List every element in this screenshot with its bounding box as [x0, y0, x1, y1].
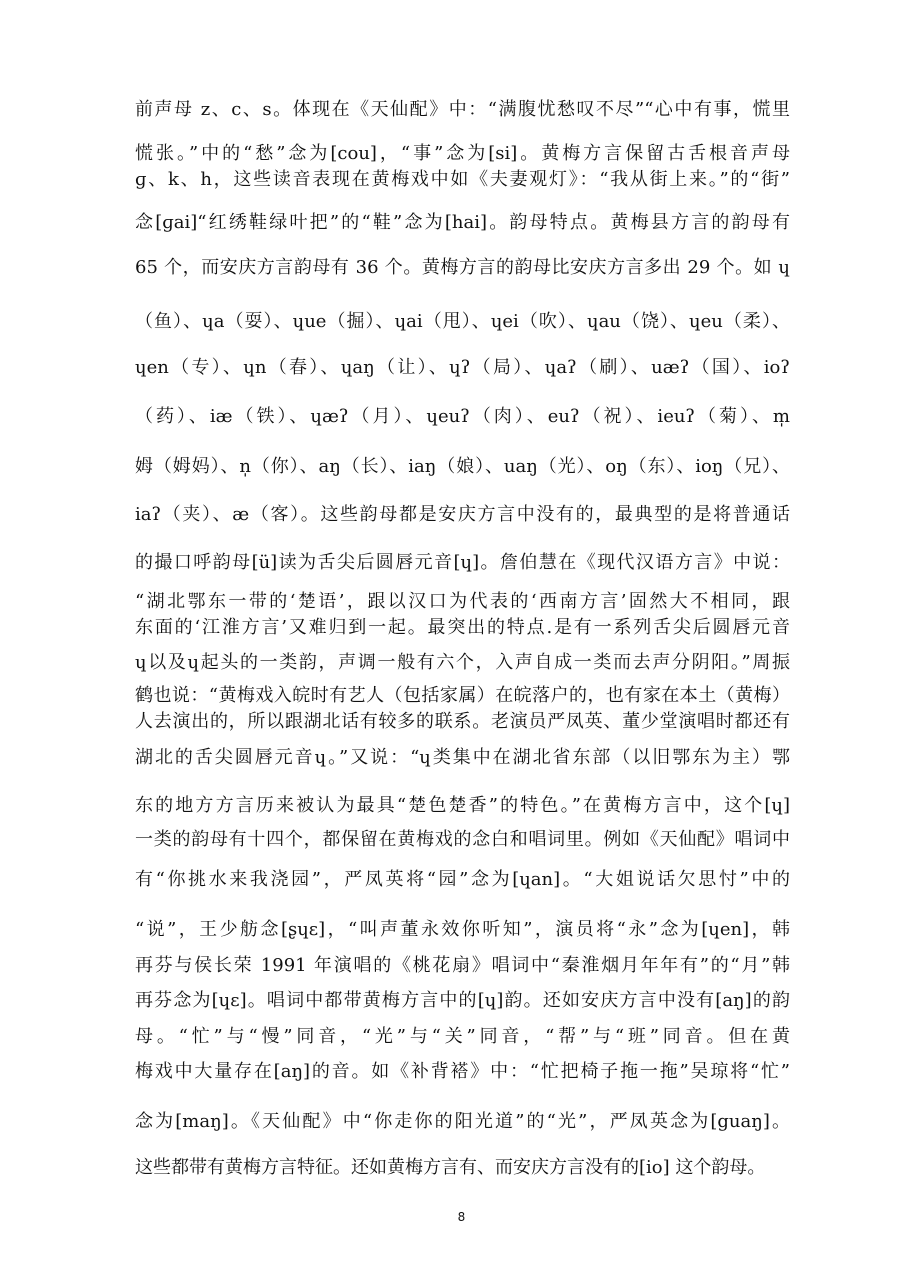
text-line: （药）、iæ（铁）、ɥæʔ（月）、ɥeuʔ（肉）、euʔ（祝）、ieuʔ（菊）、m̩ — [135, 406, 790, 427]
text-line: （鱼）、ɥa（耍）、ɥue（掘）、ɥai（甩）、ɥei（吹）、ɥau（饶）、ɥeu（柔）、 — [135, 311, 790, 332]
text-line: 这些都带有黄梅方言特征。还如黄梅方言有、而安庆方言没有的[io] 这个韵母。 — [135, 1157, 766, 1178]
text-line: 湖北的舌尖圆唇元音ɥ。”又说：“ɥ类集中在湖北省东部（以旧鄂东为主）鄂 — [135, 747, 790, 768]
text-line: 一类的韵母有十四个，都保留在黄梅戏的念白和唱词里。例如《天仙配》唱词中 — [135, 829, 790, 850]
text-line: “说”，王少舫念[ʂɥɛ]，“叫声董永效你听知”，演员将“永”念为[ɥen]，韩 — [135, 919, 790, 940]
text-line: ɥen（专）、ɥn（春）、ɥaŋ（让）、ɥʔ（局）、ɥaʔ（刷）、uæʔ（国）、ioʔ — [135, 357, 790, 378]
text-line: 母。“忙”与“慢”同音，“光”与“关”同音，“帮”与“班”同音。但在黄 — [135, 1026, 790, 1047]
text-line: 前声母 z、c、s。体现在《天仙配》中：“满腹忧愁叹不尽”“心中有事，慌里 — [135, 99, 790, 120]
text-line: 东的地方方言历来被认为最具“楚色楚香”的特色。”在黄梅方言中，这个[ɥ] — [135, 795, 790, 816]
text-line: 念为[maŋ]。《天仙配》中“你走你的阳光道”的“光”，严凤英念为[guaŋ]。 — [135, 1111, 790, 1132]
text-line: 再芬念为[ɥɛ]。唱词中都带黄梅方言中的[ɥ]韵。还如安庆方言中没有[aŋ]的韵 — [135, 990, 790, 1011]
text-line: ɥ以及ɥ起头的一类韵，声调一般有六个，入声自成一类而去声分阴阳。”周振 — [135, 652, 790, 673]
text-line: 姆（姆妈）、n̩（你）、aŋ（长）、iaŋ（娘）、uaŋ（光）、oŋ（东）、ioŋ（兄）、 — [135, 456, 790, 477]
text-line: 有“你挑水来我浇园”，严凤英将“园”念为[ɥan]。“大姐说话欠思忖”中的 — [135, 869, 790, 890]
page-number: 8 — [457, 1210, 466, 1224]
text-line: 的撮口呼韵母[ü]读为舌尖后圆唇元音[ɥ]。詹伯慧在《现代汉语方言》中说： — [135, 552, 790, 573]
text-line: ɡ、k、h，这些读音表现在黄梅戏中如《夫妻观灯》：“我从街上来。”的“街” — [135, 169, 790, 190]
text-line: 65 个，而安庆方言韵母有 36 个。黄梅方言的韵母比安庆方言多出 29 个。如 ɥ — [135, 257, 790, 278]
text-line: 鹤也说：“黄梅戏入皖时有艺人（包括家属）在皖落户的，也有家在本土（黄梅） — [135, 685, 790, 706]
text-line: 人去演出的，所以跟湖北话有较多的联系。老演员严凤英、董少堂演唱时都还有 — [135, 711, 790, 732]
text-line: 东面的‘江淮方言’又难归到一起。最突出的特点.是有一系列舌尖后圆唇元音 — [135, 617, 790, 638]
text-line: 慌张。”中的“愁”念为[cou]，“事”念为[si]。黄梅方言保留古舌根音声母 — [135, 143, 790, 164]
text-line: 再芬与侯长荣 1991 年演唱的《桃花扇》唱词中“秦淮烟月年年有”的“月”韩 — [135, 955, 790, 976]
text-line: 梅戏中大量存在[aŋ]的音。如《补背褡》中：“忙把椅子拖一拖”吴琼将“忙” — [135, 1061, 790, 1082]
text-line: 念[ɡai]“红绣鞋绿叶把”的“鞋”念为[hai]。韵母特点。黄梅县方言的韵母有 — [135, 212, 790, 233]
text-line: “湖北鄂东一带的‘楚语’，跟以汉口为代表的‘西南方言’固然大不相同，跟 — [135, 591, 790, 612]
text-line: iaʔ（夹）、æ（客）。这些韵母都是安庆方言中没有的，最典型的是将普通话 — [135, 504, 790, 525]
